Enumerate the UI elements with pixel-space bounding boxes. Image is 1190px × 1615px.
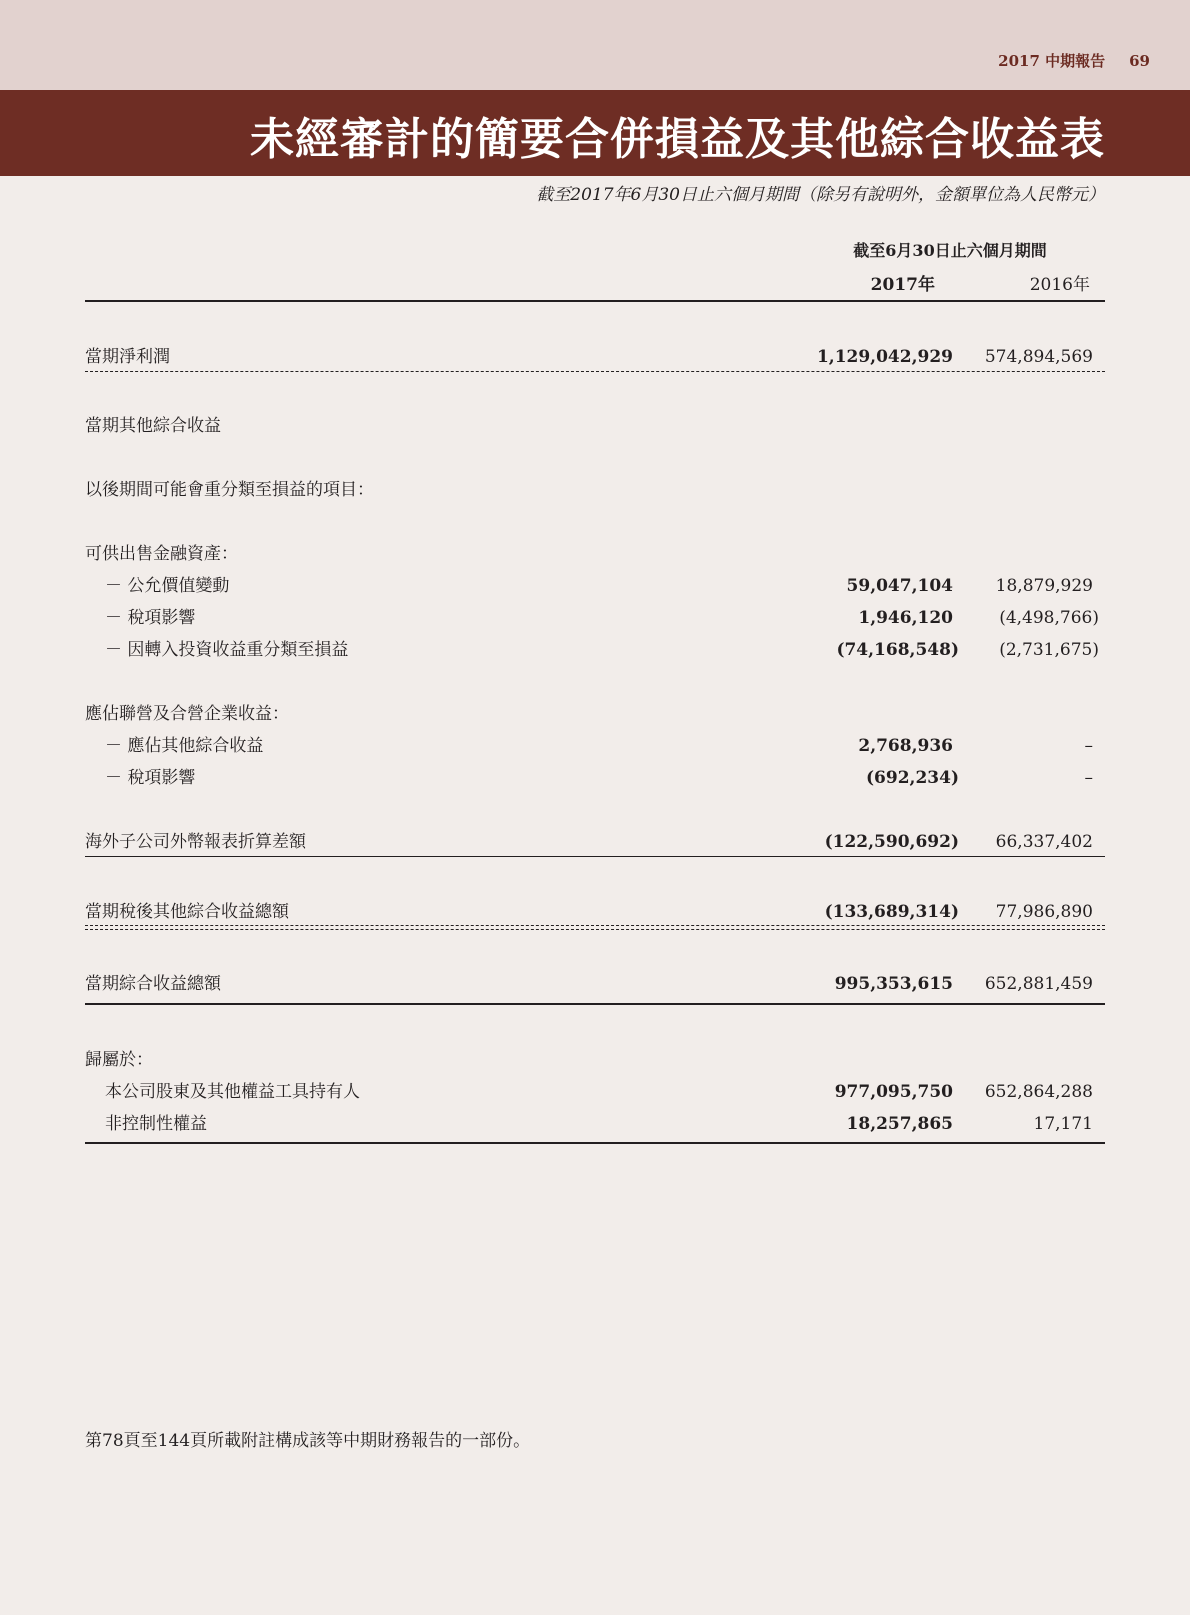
table-row (85, 1112, 1105, 1136)
value-2016: (4,498,766) (999, 608, 1099, 628)
table-row (85, 900, 1105, 924)
top-band (0, 0, 1190, 90)
row-label: 當期綜合收益總額 (85, 974, 221, 994)
row-label: 海外子公司外幣報表折算差額 (85, 832, 306, 852)
row-label: － 公允價值變動 (105, 576, 230, 596)
footer-note: 第78頁至144頁所載附註構成該等中期財務報告的一部份。 (85, 1431, 531, 1451)
value-2017: 59,047,104 (846, 576, 953, 596)
column-year-2016: 2016年 (1029, 275, 1090, 295)
total-rule (85, 1003, 1105, 1005)
value-2017: 2,768,936 (858, 736, 953, 756)
page-number: 69 (1129, 52, 1150, 70)
table-row (85, 606, 1105, 630)
value-2016: 574,894,569 (984, 347, 1093, 367)
dashed-rule (85, 925, 1105, 926)
row-label: 非控制性權益 (105, 1114, 207, 1134)
value-2016: – (1084, 768, 1093, 788)
row-label: 當期其他綜合收益 (85, 416, 221, 436)
value-2016: (2,731,675) (999, 640, 1099, 660)
value-2017: 18,257,865 (846, 1114, 953, 1134)
column-year-2017: 2017年 (870, 275, 935, 295)
row-label: － 應佔其他綜合收益 (105, 736, 264, 756)
row-label: 可供出售金融資產： (85, 544, 238, 564)
dashed-rule (85, 929, 1105, 930)
row-label: － 稅項影響 (105, 608, 196, 628)
page-title: 未經審計的簡要合併損益及其他綜合收益表 (250, 114, 1105, 165)
row-label: 應佔聯營及合營企業收益： (85, 704, 289, 724)
value-2017: (133,689,314) (824, 902, 959, 922)
column-period-header: 截至6月30日止六個月期間 (853, 241, 1047, 260)
header-rule (85, 300, 1105, 302)
row-label: 當期淨利潤 (85, 347, 170, 367)
table-row (85, 574, 1105, 598)
table-row (85, 638, 1105, 662)
section-heading (85, 478, 1105, 502)
report-name: 2017 中期報告 (998, 52, 1106, 70)
value-2016: 652,881,459 (984, 974, 1093, 994)
value-2017: (74,168,548) (836, 640, 959, 660)
row-label: 以後期間可能會重分類至損益的項目： (85, 480, 374, 500)
section-heading (85, 702, 1105, 726)
closing-rule (85, 1142, 1105, 1144)
value-2017: 1,946,120 (858, 608, 953, 628)
subtotal-rule (85, 856, 1105, 857)
value-2016: 18,879,929 (995, 576, 1093, 596)
page-subtitle: 截至2017年6月30日止六個月期間（除另有說明外，金額單位為人民幣元） (536, 185, 1105, 205)
value-2016: 77,986,890 (995, 902, 1093, 922)
value-2016: 17,171 (1033, 1114, 1093, 1134)
section-heading (85, 1048, 1105, 1072)
value-2017: 995,353,615 (834, 974, 953, 994)
value-2016: 66,337,402 (995, 832, 1093, 852)
value-2016: – (1084, 736, 1093, 756)
row-label: － 稅項影響 (105, 768, 196, 788)
running-head (998, 50, 1150, 71)
table-row (85, 766, 1105, 790)
table-row (85, 734, 1105, 758)
value-2017: 977,095,750 (834, 1082, 953, 1102)
row-label: 歸屬於： (85, 1050, 153, 1070)
table-row (85, 830, 1105, 854)
row-label: 當期稅後其他綜合收益總額 (85, 902, 289, 922)
section-heading (85, 414, 1105, 438)
table-row (85, 345, 1105, 369)
row-label: 本公司股東及其他權益工具持有人 (105, 1082, 360, 1102)
table-row (85, 1080, 1105, 1104)
value-2017: 1,129,042,929 (816, 347, 953, 367)
value-2017: (692,234) (866, 768, 959, 788)
table-row (85, 972, 1105, 996)
value-2016: 652,864,288 (984, 1082, 1093, 1102)
row-label: － 因轉入投資收益重分類至損益 (105, 640, 349, 660)
dashed-rule (85, 371, 1105, 372)
section-heading (85, 542, 1105, 566)
value-2017: (122,590,692) (824, 832, 959, 852)
